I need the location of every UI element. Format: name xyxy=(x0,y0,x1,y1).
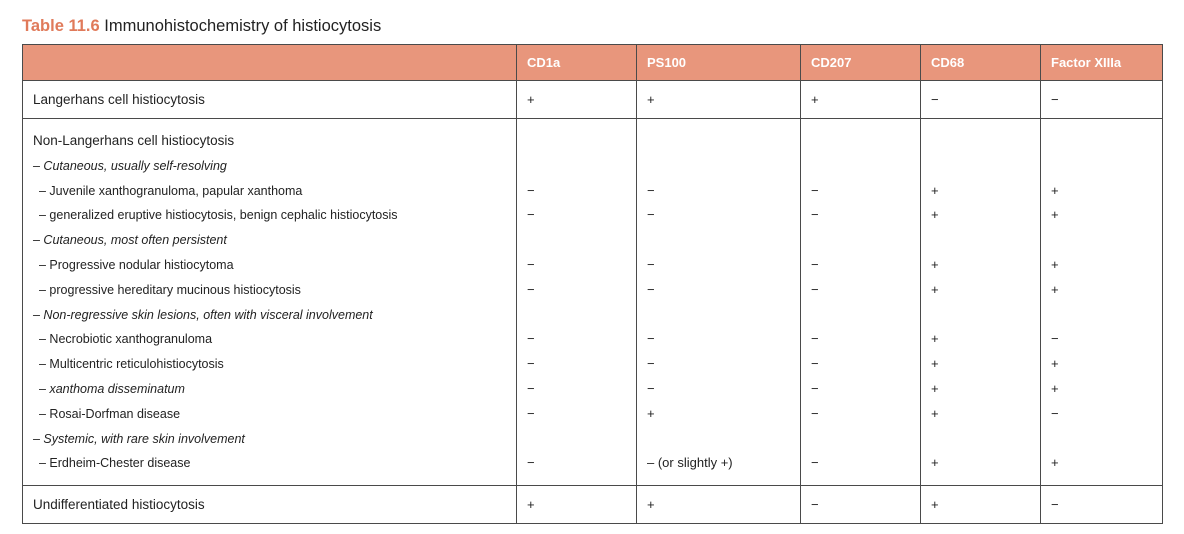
value-cd1a: − xyxy=(527,256,535,272)
value-cd1a: − xyxy=(527,455,535,471)
value-factor-xiiia: − xyxy=(1051,331,1059,347)
value-ps100: − xyxy=(647,207,655,223)
value-cd68: + xyxy=(931,207,939,223)
cell-value xyxy=(801,81,921,119)
item-label: – Multicentric reticulohistiocytosis xyxy=(39,357,224,372)
value-cd1a: − xyxy=(527,281,535,297)
value-cd1a: + xyxy=(527,92,535,107)
table-number: Table 11.6 xyxy=(22,17,100,35)
table-row xyxy=(23,486,1163,524)
value-factor-xiiia: + xyxy=(1051,256,1059,272)
category-label: – Cutaneous, usually self-resolving xyxy=(33,158,227,173)
item-label: – generalized eruptive histiocytosis, benign cephalic histiocytosis xyxy=(39,208,398,223)
table-row xyxy=(23,81,1163,119)
value-ps100: − xyxy=(647,281,655,297)
item-label xyxy=(33,377,516,402)
item-label: – Juvenile xanthogranuloma, papular xanthoma xyxy=(39,183,303,198)
header-cd68: CD68 xyxy=(921,45,1041,81)
item-label: – Necrobiotic xanthogranuloma xyxy=(39,332,213,347)
value-factor-xiiia: + xyxy=(1051,455,1059,471)
value-cd207: − xyxy=(811,380,819,396)
group-values-cd207 xyxy=(801,119,921,486)
item-italic-label: xanthoma disseminatum xyxy=(49,381,185,396)
value-factor-xiiia: + xyxy=(1051,281,1059,297)
value-cd1a: − xyxy=(527,356,535,372)
value-cd68: + xyxy=(931,182,939,198)
value-cd207: − xyxy=(811,455,819,471)
value-cd68: − xyxy=(931,92,939,107)
table-title: Immunohistochemistry of histiocytosis xyxy=(104,17,382,35)
group-values-cd68 xyxy=(921,119,1041,486)
value-cd207: − xyxy=(811,207,819,223)
cell-value xyxy=(921,81,1041,119)
value-cd1a: + xyxy=(517,486,637,524)
row-label: Langerhans cell histiocytosis xyxy=(23,81,517,119)
value-factor-xiiia: + xyxy=(1051,380,1059,396)
group-labels xyxy=(23,119,517,486)
value-cd1a: − xyxy=(527,207,535,223)
value-cd68: + xyxy=(931,356,939,372)
value-cd68: + xyxy=(921,486,1041,524)
value-cd207: − xyxy=(811,281,819,297)
value-cd1a: − xyxy=(527,405,535,421)
value-ps100: − xyxy=(647,380,655,396)
table-row-group xyxy=(23,119,1163,486)
category-label: – Non-regressive skin lesions, often with visceral involvement xyxy=(33,307,373,322)
value-ps100: − xyxy=(647,356,655,372)
cell-value xyxy=(1041,81,1163,119)
group-values-ps100 xyxy=(637,119,801,486)
value-cd68: + xyxy=(931,405,939,421)
value-ps100: – (or slightly +) xyxy=(647,455,733,471)
value-cd207: − xyxy=(811,256,819,272)
header-cd1a: CD1a xyxy=(517,45,637,81)
value-cd1a: − xyxy=(527,331,535,347)
value-cd1a: − xyxy=(527,380,535,396)
header-factor-xiiia: Factor XIIIa xyxy=(1041,45,1163,81)
header-row xyxy=(23,45,1163,81)
value-cd68: + xyxy=(931,380,939,396)
item-label: – Rosai-Dorfman disease xyxy=(39,406,181,421)
value-cd207: − xyxy=(801,486,921,524)
header-ps100: PS100 xyxy=(637,45,801,81)
value-cd207: − xyxy=(811,356,819,372)
value-ps100: − xyxy=(647,331,655,347)
cell-value xyxy=(637,81,801,119)
value-ps100: + xyxy=(637,486,801,524)
value-cd207: + xyxy=(811,92,819,107)
value-factor-xiiia: − xyxy=(1041,486,1163,524)
value-cd207: − xyxy=(811,405,819,421)
value-ps100: + xyxy=(647,405,655,421)
header-cd207: CD207 xyxy=(801,45,921,81)
value-ps100: − xyxy=(647,256,655,272)
item-dash: – xyxy=(39,381,50,396)
item-label: – Erdheim-Chester disease xyxy=(39,456,191,471)
item-label: – Progressive nodular histiocytoma xyxy=(39,257,234,272)
value-cd68: + xyxy=(931,281,939,297)
cell-value xyxy=(517,81,637,119)
row-label: Undifferentiated histiocytosis xyxy=(23,486,517,524)
header-empty xyxy=(23,45,517,81)
value-cd207: − xyxy=(811,182,819,198)
value-factor-xiiia: + xyxy=(1051,207,1059,223)
value-factor-xiiia: − xyxy=(1051,405,1059,421)
value-ps100: + xyxy=(647,92,655,107)
value-factor-xiiia: + xyxy=(1051,356,1059,372)
value-cd207: − xyxy=(811,331,819,347)
table-caption xyxy=(22,17,381,36)
value-cd68: + xyxy=(931,331,939,347)
immunohistochemistry-table xyxy=(22,44,1163,524)
category-label: – Cutaneous, most often persistent xyxy=(33,233,227,248)
item-label: – progressive hereditary mucinous histiocytosis xyxy=(39,282,301,297)
value-factor-xiiia: − xyxy=(1051,92,1059,107)
group-values-cd1a xyxy=(517,119,637,486)
value-ps100: − xyxy=(647,182,655,198)
group-title: Non-Langerhans cell histiocytosis xyxy=(33,133,235,148)
value-cd1a: − xyxy=(527,182,535,198)
value-cd68: + xyxy=(931,455,939,471)
group-values-factor-xiiia xyxy=(1041,119,1163,486)
category-label: – Systemic, with rare skin involvement xyxy=(33,431,245,446)
value-cd68: + xyxy=(931,256,939,272)
value-factor-xiiia: + xyxy=(1051,182,1059,198)
